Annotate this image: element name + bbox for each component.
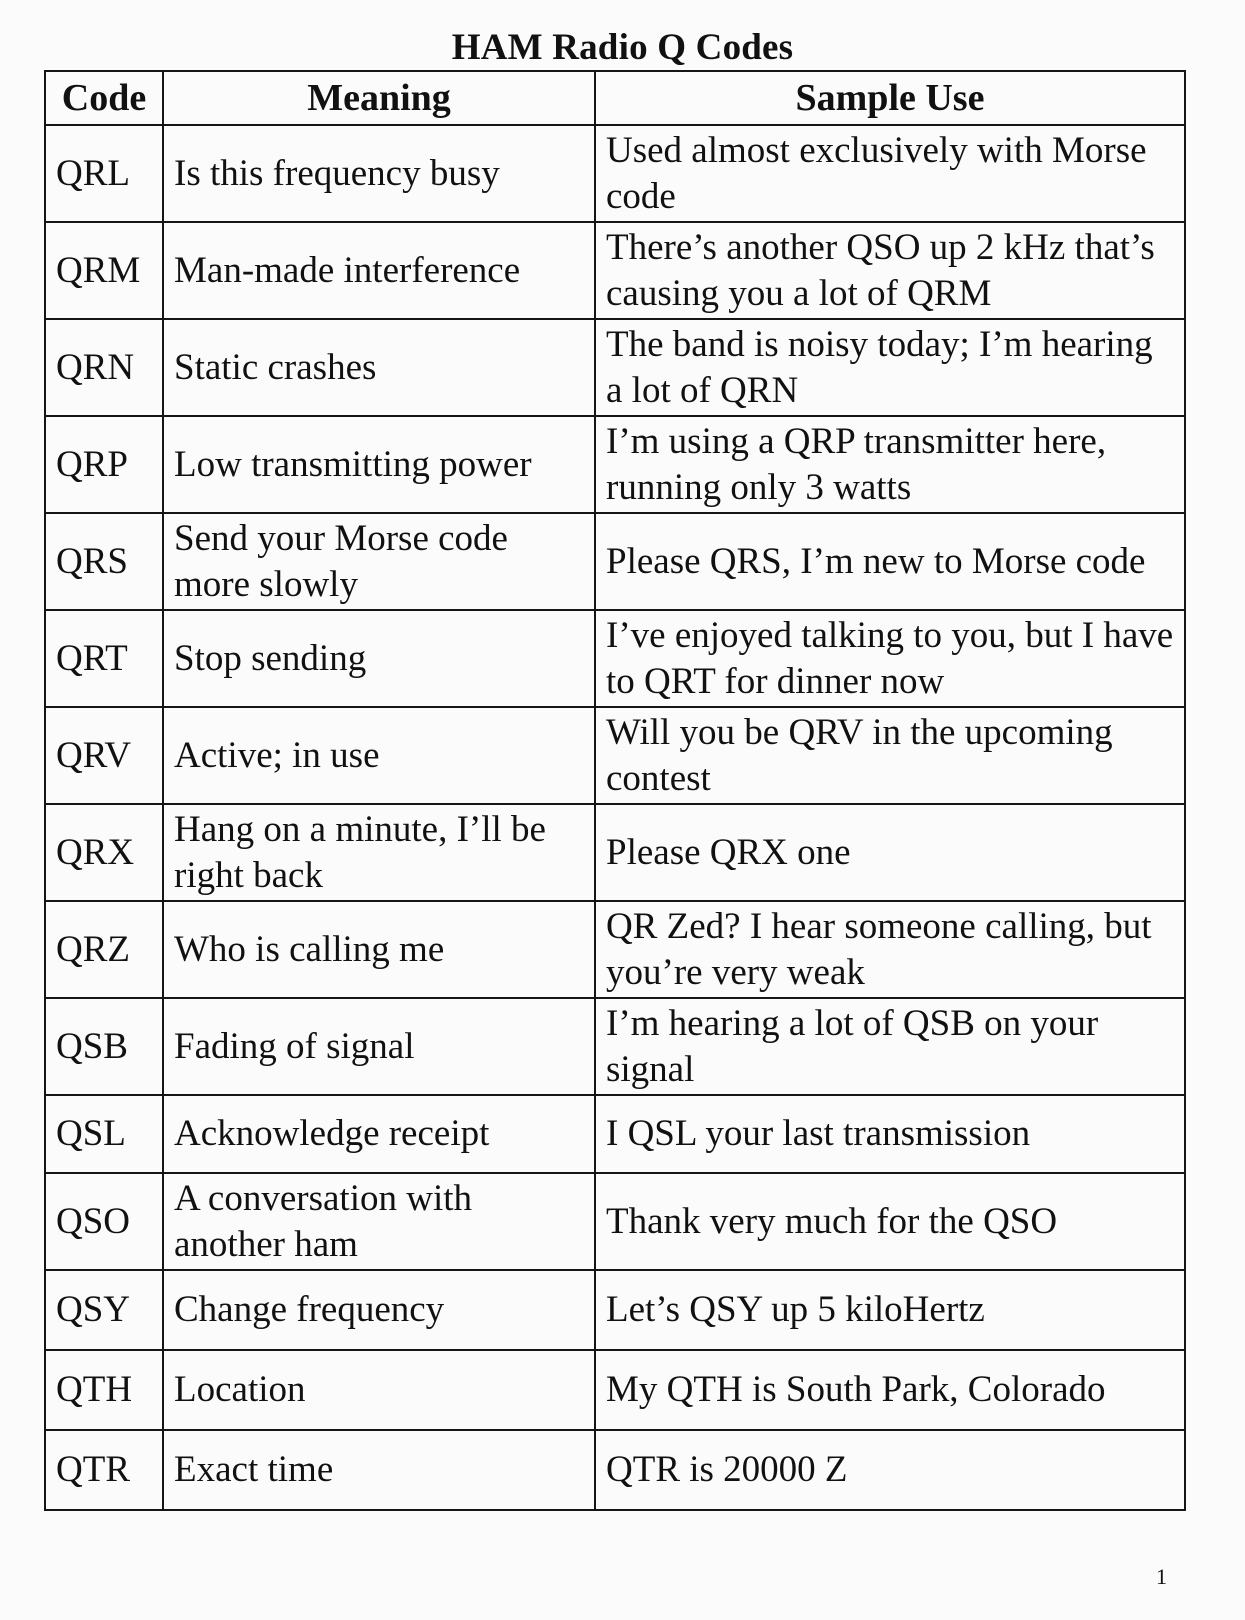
table-header-row bbox=[45, 71, 1185, 125]
table-row bbox=[45, 1095, 1185, 1173]
cell-sample: The band is noisy today; I’m hearing a lot of QRN bbox=[595, 319, 1185, 416]
cell-sample: I QSL your last transmission bbox=[595, 1095, 1185, 1173]
cell-sample: QR Zed? I hear someone calling, but you’re very weak bbox=[595, 901, 1185, 998]
table-row bbox=[45, 513, 1185, 610]
cell-sample: Will you be QRV in the upcoming contest bbox=[595, 707, 1185, 804]
table-row bbox=[45, 1270, 1185, 1350]
q-codes-table bbox=[44, 70, 1186, 1511]
cell-code: QSY bbox=[45, 1270, 163, 1350]
table-row bbox=[45, 998, 1185, 1095]
cell-meaning: Send your Morse code more slowly bbox=[163, 513, 595, 610]
cell-code: QRT bbox=[45, 610, 163, 707]
cell-meaning: A conversation with another ham bbox=[163, 1173, 595, 1270]
cell-code: QRS bbox=[45, 513, 163, 610]
cell-sample: Let’s QSY up 5 kiloHertz bbox=[595, 1270, 1185, 1350]
cell-meaning: Change frequency bbox=[163, 1270, 595, 1350]
cell-code: QRZ bbox=[45, 901, 163, 998]
page-title: HAM Radio Q Codes bbox=[451, 27, 794, 68]
cell-meaning: Man-made interference bbox=[163, 222, 595, 319]
cell-meaning: Stop sending bbox=[163, 610, 595, 707]
cell-sample: I’ve enjoyed talking to you, but I have to QRT for dinner now bbox=[595, 610, 1185, 707]
cell-code: QRP bbox=[45, 416, 163, 513]
cell-sample: I’m using a QRP transmitter here, running only 3 watts bbox=[595, 416, 1185, 513]
cell-sample: Please QRS, I’m new to Morse code bbox=[595, 513, 1185, 610]
table-row bbox=[45, 416, 1185, 513]
header-code: Code bbox=[45, 71, 163, 125]
table-row bbox=[45, 222, 1185, 319]
cell-meaning: Low transmitting power bbox=[163, 416, 595, 513]
cell-meaning: Who is calling me bbox=[163, 901, 595, 998]
table-row bbox=[45, 610, 1185, 707]
cell-sample: I’m hearing a lot of QSB on your signal bbox=[595, 998, 1185, 1095]
table-row bbox=[45, 1173, 1185, 1270]
cell-meaning: Exact time bbox=[163, 1430, 595, 1510]
cell-meaning: Is this frequency busy bbox=[163, 125, 595, 222]
cell-sample: QTR is 20000 Z bbox=[595, 1430, 1185, 1510]
cell-meaning: Acknowledge receipt bbox=[163, 1095, 595, 1173]
cell-meaning: Location bbox=[163, 1350, 595, 1430]
header-sample-use: Sample Use bbox=[595, 71, 1185, 125]
cell-code: QTR bbox=[45, 1430, 163, 1510]
table-row bbox=[45, 1350, 1185, 1430]
cell-code: QRN bbox=[45, 319, 163, 416]
cell-sample: Used almost exclusively with Morse code bbox=[595, 125, 1185, 222]
cell-meaning: Hang on a minute, I’ll be right back bbox=[163, 804, 595, 901]
table-row bbox=[45, 804, 1185, 901]
table-row bbox=[45, 319, 1185, 416]
table-row bbox=[45, 125, 1185, 222]
cell-code: QRX bbox=[45, 804, 163, 901]
table-row bbox=[45, 707, 1185, 804]
cell-sample: There’s another QSO up 2 kHz that’s causing you a lot of QRM bbox=[595, 222, 1185, 319]
cell-meaning: Active; in use bbox=[163, 707, 595, 804]
table-row bbox=[45, 901, 1185, 998]
cell-code: QSB bbox=[45, 998, 163, 1095]
cell-code: QSL bbox=[45, 1095, 163, 1173]
table-row bbox=[45, 1430, 1185, 1510]
cell-code: QSO bbox=[45, 1173, 163, 1270]
cell-code: QRL bbox=[45, 125, 163, 222]
page-number: 1 bbox=[1156, 1564, 1167, 1589]
cell-code: QRM bbox=[45, 222, 163, 319]
cell-code: QTH bbox=[45, 1350, 163, 1430]
cell-meaning: Fading of signal bbox=[163, 998, 595, 1095]
cell-sample: My QTH is South Park, Colorado bbox=[595, 1350, 1185, 1430]
cell-sample: Please QRX one bbox=[595, 804, 1185, 901]
cell-sample: Thank very much for the QSO bbox=[595, 1173, 1185, 1270]
cell-code: QRV bbox=[45, 707, 163, 804]
header-meaning: Meaning bbox=[163, 71, 595, 125]
cell-meaning: Static crashes bbox=[163, 319, 595, 416]
